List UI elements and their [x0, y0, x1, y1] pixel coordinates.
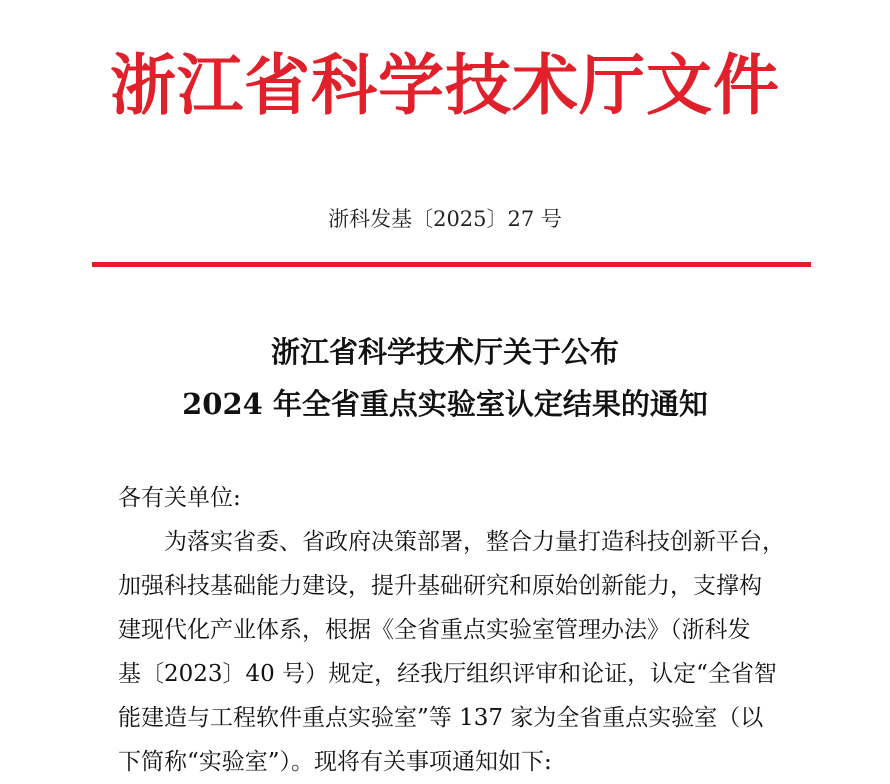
salutation: 各有关单位:	[118, 485, 241, 511]
notice-title	[0, 326, 890, 430]
body-line: 下简称“实验室”）。现将有关事项通知如下:	[118, 749, 552, 775]
document-number: 浙科发基〔2025〕27 号	[328, 207, 562, 231]
body-line: 基〔2023〕40 号）规定，经我厅组织评审和论证，认定“全省智	[118, 661, 777, 687]
body-line: 建现代化产业体系，根据《全省重点实验室管理办法》（浙科发	[118, 617, 751, 643]
body-line: 为落实省委、省政府决策部署，整合力量打造科技创新平台，	[164, 529, 785, 555]
document-masthead: 浙江省科学技术厅文件	[110, 46, 780, 124]
notice-title-line-1: 浙江省科学技术厅关于公布	[270, 335, 619, 369]
red-divider-line	[92, 262, 811, 267]
body-line: 能建造与工程软件重点实验室”等 137 家为全省重点实验室（以	[118, 705, 764, 731]
notice-body	[118, 476, 798, 784]
body-line: 加强科技基础能力建设，提升基础研究和原始创新能力，支撑构	[118, 573, 762, 599]
notice-title-line-2: 2024 年全省重点实验室认定结果的通知	[182, 387, 708, 421]
